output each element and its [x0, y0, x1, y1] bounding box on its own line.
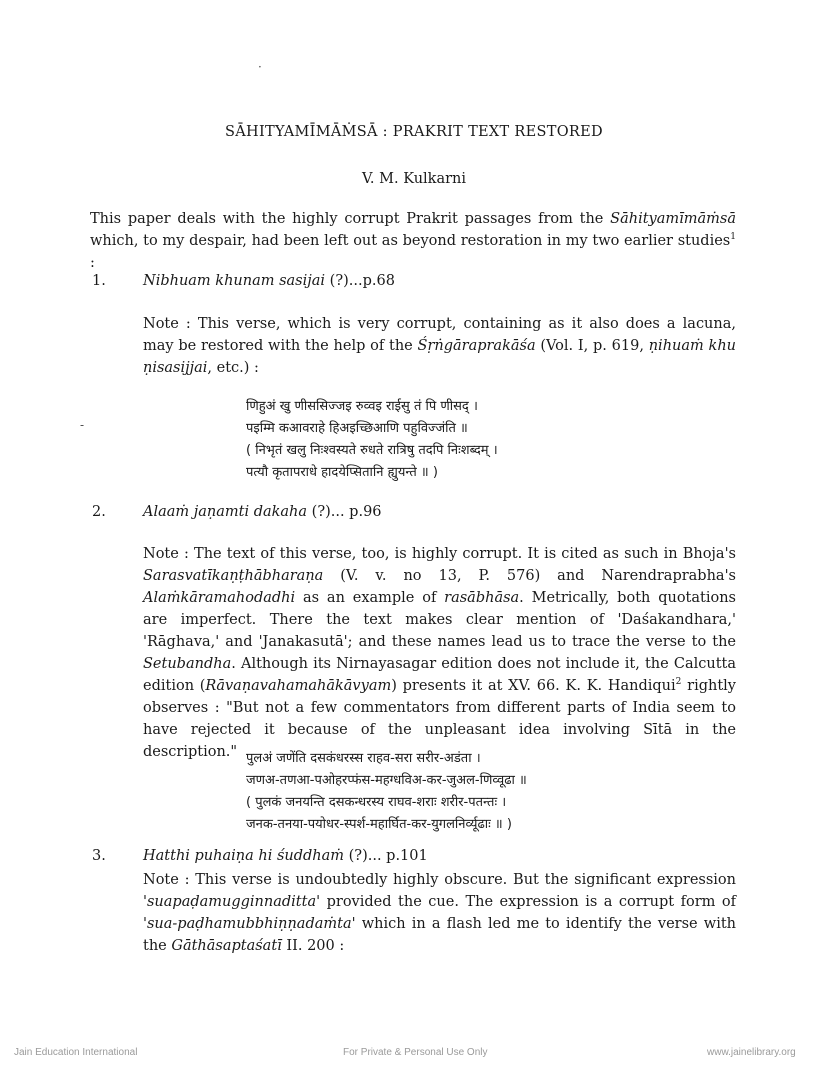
verse-line: पुलअं जणेंति दसकंधरस्स राहव-सरा सरीर-अडंता ।	[246, 751, 481, 766]
item-heading: Nibhuam khunam sasijai (?)...p.68	[143, 273, 395, 289]
footer-right[interactable]: www.jainelibrary.org	[707, 1047, 796, 1058]
scan-mark: ·	[258, 60, 262, 74]
verse-line: पइम्मि कआवराहे हिअइच्छिआणि पहुविज्जंति ॥	[246, 421, 468, 436]
verse-line: ( निभृतं खलु निःश्वस्यते रुधते रात्रिषु तदपि निःशब्दम् ।	[246, 443, 498, 458]
verse-block	[246, 748, 666, 836]
paper-title: SĀHITYAMĪMĀṀSĀ : PRAKRIT TEXT RESTORED	[225, 124, 603, 140]
margin-mark: -	[80, 418, 85, 432]
item-number: 2.	[92, 504, 106, 520]
item-number: 1.	[92, 273, 106, 289]
footer-left: Jain Education International	[14, 1047, 138, 1058]
verse-line: णिहुअं खु णीससिज्जइ रुव्वइ राईसु तं पि णीसद् ।	[246, 399, 478, 414]
author-name: V. M. Kulkarni	[361, 171, 467, 187]
intro-paragraph: This paper deals with the highly corrupt Prakrit passages from the Sāhityamīmāṁsā which, to my despair, had been left out as beyond restoration in my two earlier studies$^1$ :	[90, 211, 736, 271]
item-number: 3.	[92, 848, 106, 864]
verse-line: पत्यौ कृतापराधे हादयेप्सितानि ह्युयन्ते ॥ )	[246, 465, 438, 480]
footer-center: For Private & Personal Use Only	[343, 1047, 488, 1058]
verse-line: जनक-तनया-पयोधर-स्पर्श-महार्घित-कर-युगलनिर्व्यूढाः ॥ )	[246, 817, 512, 832]
verse-line: ( पुलकं जनयन्ति दसकन्धरस्य राघव-शराः शरीर-पतन्तः ।	[246, 795, 507, 810]
verse-line: जणअ-तणआ-पओहरप्फंस-महग्धविअ-कर-जुअल-णिव्वूढा ॥	[246, 773, 527, 788]
item-heading: Hatthi puhaiṇa hi śuddhaṁ (?)... p.101	[143, 848, 428, 864]
item-heading: Alaaṁ jaṇamti dakaha (?)... p.96	[143, 504, 382, 520]
item-note: Note : This verse, which is very corrupt, containing as it also does a lacuna, may be restored with the help of the Śṛṅgāraprakāśa (Vol. I, p. 619, ṇihuaṁ khu ṇisasijjai, etc.) :	[143, 316, 736, 376]
verse-block	[246, 396, 666, 484]
item-note: Note : The text of this verse, too, is highly corrupt. It is cited as such in Bhoja's Sarasvatīkaṇṭhābharaṇa (V. v. no 13, P. 576) and Narendraprabha's Alaṁkāramahodadhi as an example of rasābhāsa. Metrically, both quotations are imperfect. There the text makes clear mention of 'Daśakandhara,' 'Rāghava,' and 'Janakasutā'; and these names lead us to trace the verse to the Setubandha. Although its Nirnayasagar edition does not include it, the Calcutta edition (Rāvaṇavahamahākāvyam) presents it at XV. 66. K. K. Handiqui$^2$ rightly observes : "But not a few commentators from different parts of India seem to have rejected it because of the unpleasant idea involving Sītā in the description."	[143, 546, 736, 760]
item-note: Note : This verse is undoubtedly highly obscure. But the significant expression 'suapaḍamugginnaditta' provided the cue. The expression is a corrupt form of 'sua-paḍhamubbhiṇṇadaṁta' which in a flash led me to identify the verse with the Gāthāsaptaśatī II. 200 :	[143, 872, 736, 954]
